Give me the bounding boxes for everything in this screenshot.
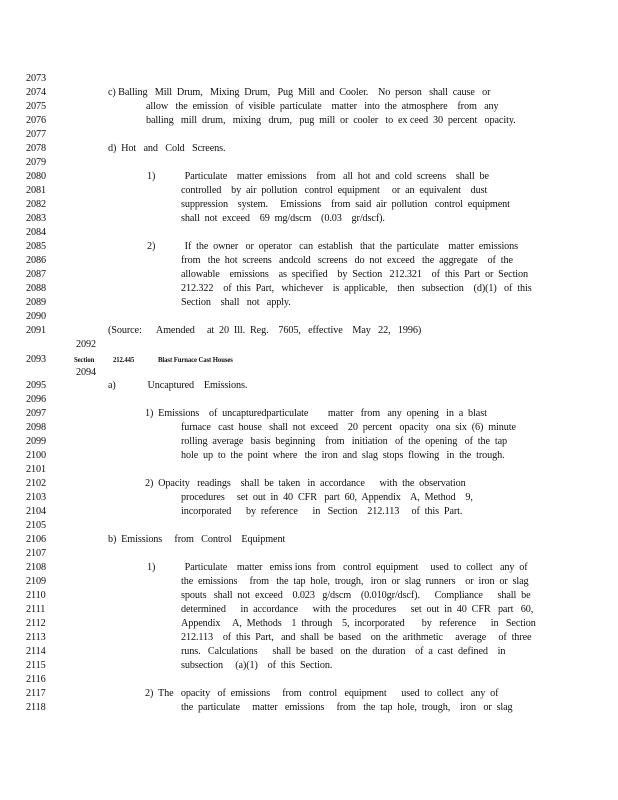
document-line: procedures set out in 40 CFR part 60, Appendix A, Method 9, [181, 492, 473, 503]
document-line: determined in accordance with the procedures set out in 40 CFR part 60, [181, 604, 534, 615]
document-line: Section shall not apply. [181, 297, 291, 308]
line-number: 2086 [26, 255, 46, 266]
line-number: 2097 [26, 408, 46, 419]
line-number: 2113 [26, 632, 46, 643]
section-title: Blast Furnace Cast Houses [158, 355, 233, 364]
line-number: 2112 [26, 618, 46, 629]
document-line: runs. Calculations shall be based on the duration of a cast defined in [181, 646, 506, 657]
document-line: rolling average basis beginning from initiation of the opening of the tap [181, 436, 507, 447]
section-label: Section [74, 355, 95, 364]
line-number: 2099 [26, 436, 46, 447]
line-number: 2085 [26, 241, 46, 252]
line-number: 2114 [26, 646, 46, 657]
line-number: 2110 [26, 590, 46, 601]
document-line: 1) Particulate matter emissions from all hot and cold screens shall be [147, 171, 489, 182]
line-number: 2088 [26, 283, 46, 294]
line-number: 2082 [26, 199, 46, 210]
document-line: allowable emissions as specified by Section 212.321 of this Part or Section [181, 269, 529, 280]
line-number: 2089 [26, 297, 46, 308]
document-line: d) Hot and Cold Screens. [108, 143, 226, 154]
line-number: 2109 [26, 576, 46, 587]
document-line: Appendix A, Methods 1 through 5, incorporated by reference in Section [181, 618, 536, 629]
line-number: 2102 [26, 478, 46, 489]
line-number: 2111 [26, 604, 46, 615]
line-number: 2078 [26, 143, 46, 154]
line-number: 2104 [26, 506, 46, 517]
line-number: 2117 [26, 688, 46, 699]
document-line: 212.113 of this Part, and shall be based on the arithmetic average of three [181, 632, 532, 643]
line-number: 2107 [26, 548, 46, 559]
document-line: 2) Opacity readings shall be taken in accordance with the observation [145, 478, 466, 489]
document-line: controlled by air pollution control equipment or an equivalent dust [181, 185, 488, 196]
document-line: suppression system. Emissions from said air pollution control equipment [181, 199, 510, 210]
line-number: 2077 [26, 129, 46, 140]
document-line: incorporated by reference in Section 212.113 of this Part. [181, 506, 463, 517]
document-line: 1) Emissions of uncapturedparticulate matter from any opening in a blast [145, 408, 487, 419]
line-number: 2095 [26, 380, 46, 391]
line-number: 2105 [26, 520, 46, 531]
line-number: 2118 [26, 702, 46, 713]
line-number: 2098 [26, 422, 46, 433]
document-line: 212.322 of this Part, whichever is applicable, then subsection (d)(1) of this [181, 283, 532, 294]
line-number: 2087 [26, 269, 46, 280]
line-number: 2106 [26, 534, 46, 545]
line-number: 2079 [26, 157, 46, 168]
line-number: 2101 [26, 464, 46, 475]
document-line: (Source: Amended at 20 Ill. Reg. 7605, effective May 22, 1996) [108, 325, 422, 336]
line-number: 2100 [26, 450, 46, 461]
document-line: 1) Particulate matter emiss ions from control equipment used to collect any of [147, 562, 528, 573]
document-line: the emissions from the tap hole, trough, iron or slag runners or iron or slag [181, 576, 529, 587]
document-line: subsection (a)(1) of this Section. [181, 660, 333, 671]
line-number: 2096 [26, 394, 46, 405]
document-line: allow the emission of visible particulate matter into the atmosphere from any [146, 101, 499, 112]
line-number: 2074 [26, 87, 46, 98]
document-line: balling mill drum, mixing drum, pug mill or cooler to ex ceed 30 percent opacity. [146, 115, 516, 126]
line-number: 2093 [26, 354, 46, 365]
document-line: 2) The opacity of emissions from control equipment used to collect any of [145, 688, 499, 699]
line-number: 2076 [26, 115, 46, 126]
line-number: 2083 [26, 213, 46, 224]
document-line: hole up to the point where the iron and slag stops flowing in the trough. [181, 450, 505, 461]
line-number: 2092 [76, 339, 96, 350]
line-number: 2090 [26, 311, 46, 322]
document-line: 2) If the owner or operator can establish that the particulate matter emissions [147, 241, 519, 252]
document-line: a) Uncaptured Emissions. [108, 380, 248, 391]
document-line: b) Emissions from Control Equipment [108, 534, 286, 545]
line-number: 2084 [26, 227, 46, 238]
section-number: 212.445 [113, 355, 135, 364]
line-number: 2094 [76, 367, 96, 378]
line-number: 2108 [26, 562, 46, 573]
line-number: 2091 [26, 325, 46, 336]
line-number: 2073 [26, 73, 46, 84]
line-number: 2103 [26, 492, 46, 503]
document-line: c) Balling Mill Drum, Mixing Drum, Pug Mill and Cooler. No person shall cause or [108, 87, 491, 98]
document-line: shall not exceed 69 mg/dscm (0.03 gr/dscf). [181, 213, 385, 224]
line-number: 2080 [26, 171, 46, 182]
line-number: 2075 [26, 101, 46, 112]
line-number: 2116 [26, 674, 46, 685]
line-number: 2115 [26, 660, 46, 671]
document-line: furnace cast house shall not exceed 20 percent opacity ona six (6) minute [181, 422, 516, 433]
document-line: from the hot screens andcold screens do not exceed the aggregate of the [181, 255, 513, 266]
line-number: 2081 [26, 185, 46, 196]
document-line: the particulate matter emissions from the tap hole, trough, iron or slag [181, 702, 513, 713]
document-line: spouts shall not exceed 0.023 g/dscm (0.010gr/dscf). Compliance shall be [181, 590, 531, 601]
